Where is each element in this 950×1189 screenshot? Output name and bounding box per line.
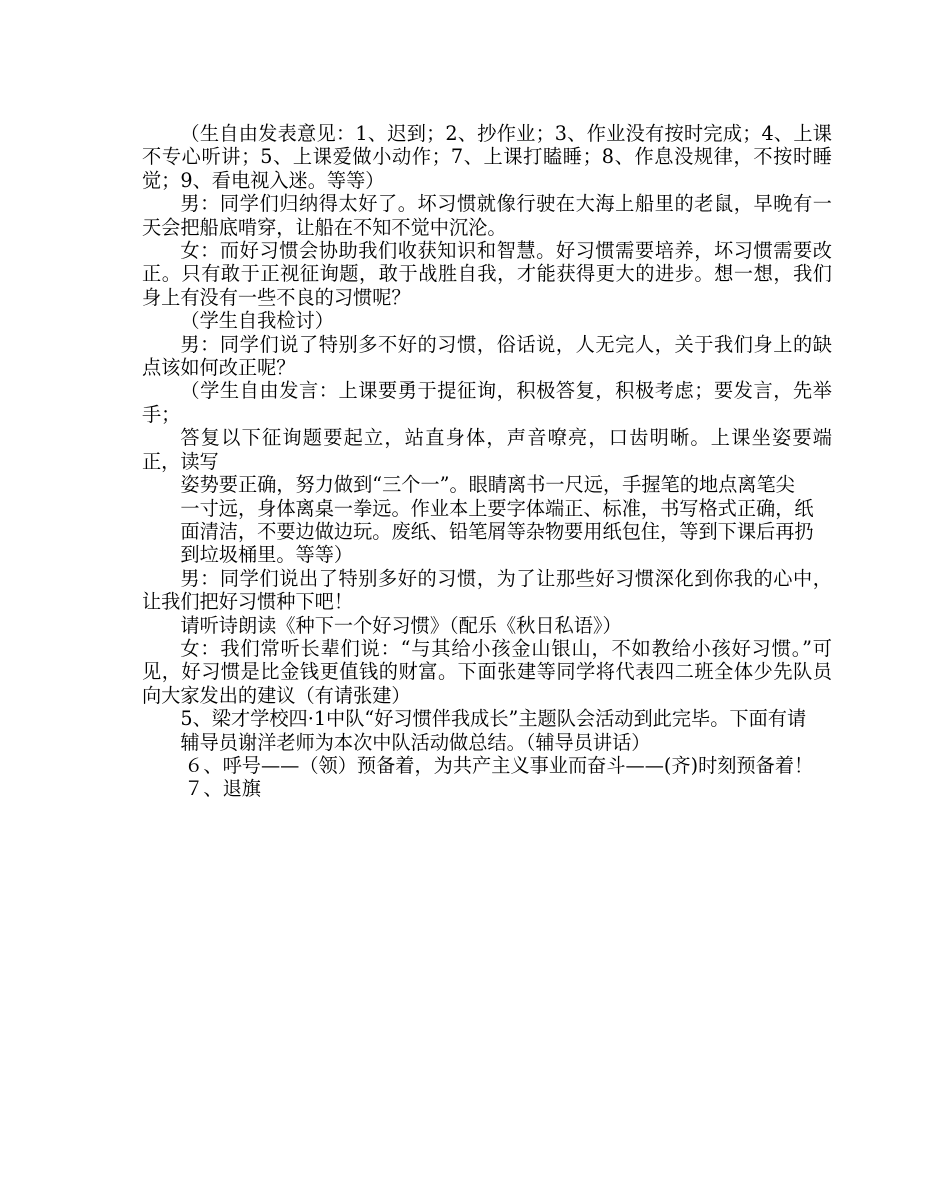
paragraph-boy-correct-faults: 男：同学们说了特别多不好的习惯，俗话说，人无完人，关于我们身上的缺点该如何改正呢？ — [142, 332, 832, 380]
paragraph-student-speech-5: 面清洁，不要边做边玩。废纸、铅笔屑等杂物要用纸包住，等到下课后再扔 — [180, 519, 814, 543]
paragraph-item-6-slogan: ６、呼号——（领）预备着，为共产主义事业而奋斗——(齐)时刻预备着！ — [184, 753, 814, 777]
document-body — [142, 122, 832, 801]
paragraph-boy-plant-habits: 男：同学们说出了特别多好的习惯，为了让那些好习惯深化到你我的心中，让我们把好习惯种下吧！ — [142, 566, 832, 614]
paragraph-self-review: （学生自我检讨） — [180, 309, 334, 333]
paragraph-girl-advice: 女：我们常听长辈们说：“与其给小孩金山银山，不如教给小孩好习惯。”可见，好习惯是比金钱更值钱的财富。下面张建等同学将代表四二班全体少先队员向大家发出的建议（有请张建） — [142, 636, 832, 707]
paragraph-item-7-flag: ７、退旗 — [184, 777, 261, 801]
paragraph-girl-good-habits: 女：而好习惯会协助我们收获知识和智慧。好习惯需要培养，坏习惯需要改正。只有敢于正视征询题，敢于战胜自我，才能获得更大的进步。想一想，我们身上有没有一些不良的习惯呢？ — [142, 239, 832, 309]
paragraph-item-5: 5、梁才学校四·1中队“好习惯伴我成长”主题队会活动到此完毕。下面有请 — [180, 707, 807, 731]
paragraph-student-opinions: （生自由发表意见：1、迟到；2、抄作业；3、作业没有按时完成；4、上课不专心听讲；5、上课爱做小动作；7、上课打瞌睡；8、作息没规律，不按时睡觉；9、看电视入迷。等等） — [142, 122, 832, 192]
paragraph-student-speech-2: 答复以下征询题要起立，站直身体，声音嘹亮，口齿明晰。上课坐姿要端正，读写 — [142, 426, 832, 473]
paragraph-student-speech-4: 一寸远，身体离桌一拳远。作业本上要字体端正、标准，书写格式正确，纸 — [180, 496, 814, 520]
paragraph-counselor-summary: 辅导员谢洋老师为本次中队活动做总结。（辅导员讲话） — [180, 730, 651, 754]
paragraph-boy-bad-habits: 男：同学们归纳得太好了。坏习惯就像行驶在大海上船里的老鼠，早晚有一天会把船底啃穿，让船在不知不觉中沉沦。 — [142, 192, 832, 239]
paragraph-student-speech-6: 到垃圾桶里。等等） — [180, 543, 354, 567]
paragraph-poem-reading: 请听诗朗读《种下一个好习惯》（配乐《秋日私语》） — [180, 613, 622, 637]
paragraph-student-speech-1: （学生自由发言：上课要勇于提征询，积极答复，积极考虑；要发言，先举手； — [142, 379, 832, 426]
paragraph-student-speech-3: 姿势要正确，努力做到“三个一”。眼睛离书一尺远，手握笔的地点离笔尖 — [180, 473, 795, 497]
